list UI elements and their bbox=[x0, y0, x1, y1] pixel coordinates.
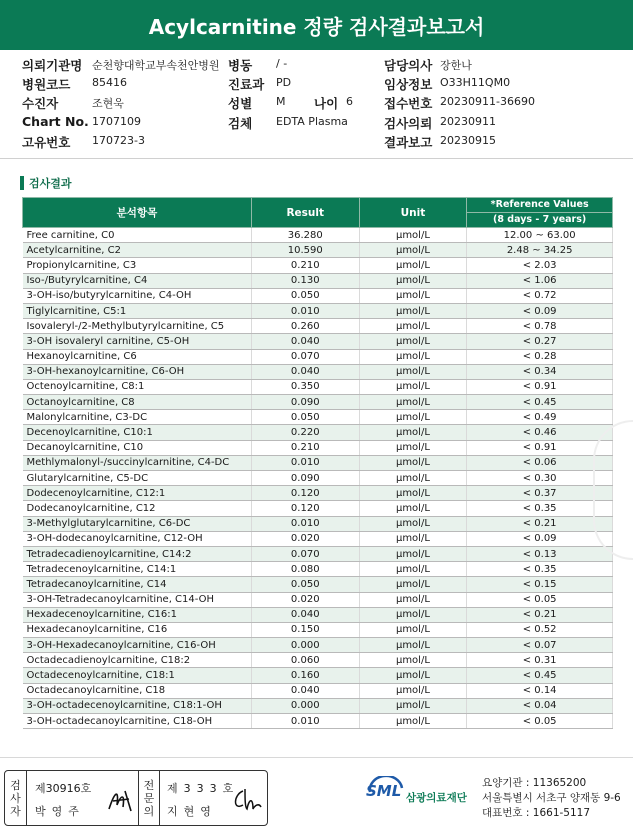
reference-range: < 0.72 bbox=[467, 288, 613, 303]
result-value: 0.160 bbox=[251, 668, 359, 683]
table-row bbox=[23, 455, 613, 470]
reference-range: < 0.14 bbox=[467, 683, 613, 698]
analyte-name: 3-OH-hexanoylcarnitine, C6-OH bbox=[23, 364, 252, 379]
table-row bbox=[23, 258, 613, 273]
unit-value: μmol/L bbox=[359, 607, 467, 622]
reference-range: < 0.78 bbox=[467, 319, 613, 334]
table-row bbox=[23, 622, 613, 637]
results-header-row bbox=[23, 198, 613, 228]
reference-range: < 0.45 bbox=[467, 668, 613, 683]
reference-range: < 0.35 bbox=[467, 562, 613, 577]
unit-value: μmol/L bbox=[359, 228, 467, 243]
result-value: 0.130 bbox=[251, 273, 359, 288]
unit-value: μmol/L bbox=[359, 273, 467, 288]
analyte-name: Octadecanoylcarnitine, C18 bbox=[23, 683, 252, 698]
analyte-name: 3-Methylglutarylcarnitine, C6-DC bbox=[23, 516, 252, 531]
reference-range: < 0.31 bbox=[467, 653, 613, 668]
examiner-license: 제30916호 bbox=[35, 782, 92, 795]
analyte-name: 3-OH-octadecanoylcarnitine, C18-OH bbox=[23, 714, 252, 729]
reference-range: < 0.07 bbox=[467, 638, 613, 653]
dept-value: PD bbox=[276, 76, 292, 89]
specialist-name: 지현영 bbox=[167, 805, 217, 818]
chart-no-label: Chart No. bbox=[22, 114, 89, 129]
table-row bbox=[23, 288, 613, 303]
result-value: 36.280 bbox=[251, 228, 359, 243]
reference-range: < 0.21 bbox=[467, 607, 613, 622]
table-row bbox=[23, 562, 613, 577]
request-date-value: 20230911 bbox=[440, 115, 496, 128]
table-row bbox=[23, 379, 613, 394]
analyte-name: Octadecenoylcarnitine, C18:1 bbox=[23, 668, 252, 683]
examiner-label bbox=[5, 771, 27, 825]
result-value: 0.020 bbox=[251, 531, 359, 546]
reference-range: < 2.03 bbox=[467, 258, 613, 273]
analyte-name: 3-OH-dodecanoylcarnitine, C12-OH bbox=[23, 531, 252, 546]
table-row bbox=[23, 273, 613, 288]
reference-range: < 0.21 bbox=[467, 516, 613, 531]
results-section-heading bbox=[20, 175, 72, 191]
table-row bbox=[23, 653, 613, 668]
clinical-value: O33H11QM0 bbox=[440, 76, 511, 89]
reference-range: 12.00 ~ 63.00 bbox=[467, 228, 613, 243]
hospital-value: 순천향대학교부속천안병원 bbox=[92, 59, 220, 72]
examiner-signature-icon bbox=[105, 785, 135, 815]
table-row bbox=[23, 364, 613, 379]
result-value: 0.040 bbox=[251, 683, 359, 698]
report-title: Acylcarnitine 정량 검사결과보고서 bbox=[148, 14, 485, 39]
unit-value: μmol/L bbox=[359, 546, 467, 561]
result-value: 0.050 bbox=[251, 288, 359, 303]
table-row bbox=[23, 577, 613, 592]
table-row bbox=[23, 243, 613, 258]
table-row bbox=[23, 607, 613, 622]
analyte-name: Octanoylcarnitine, C8 bbox=[23, 395, 252, 410]
reference-range: < 0.04 bbox=[467, 698, 613, 713]
examiner-label-char: 사 bbox=[10, 791, 21, 805]
table-row bbox=[23, 714, 613, 729]
result-value: 0.050 bbox=[251, 577, 359, 592]
subject-label: 수진자 bbox=[22, 96, 59, 111]
analyte-name: Tetradecadienoylcarnitine, C14:2 bbox=[23, 546, 252, 561]
signature-box bbox=[4, 770, 268, 826]
unique-no-value: 170723-3 bbox=[92, 134, 145, 147]
table-row bbox=[23, 683, 613, 698]
table-row bbox=[23, 425, 613, 440]
reference-range: < 0.13 bbox=[467, 546, 613, 561]
age-value: 6 bbox=[346, 95, 353, 108]
hospital-label: 의뢰기관명 bbox=[22, 58, 83, 73]
unit-value: μmol/L bbox=[359, 638, 467, 653]
reference-range: < 0.46 bbox=[467, 425, 613, 440]
analyte-name: Methlymalonyl-/succinylcarnitine, C4-DC bbox=[23, 455, 252, 470]
unit-value: μmol/L bbox=[359, 486, 467, 501]
analyte-name: Dodecanoylcarnitine, C12 bbox=[23, 501, 252, 516]
unit-value: μmol/L bbox=[359, 349, 467, 364]
table-row bbox=[23, 486, 613, 501]
table-row bbox=[23, 516, 613, 531]
clinical-label: 임상정보 bbox=[384, 77, 433, 92]
chart-no-value: 1707109 bbox=[92, 115, 141, 128]
unit-value: μmol/L bbox=[359, 303, 467, 318]
unit-value: μmol/L bbox=[359, 471, 467, 486]
header-divider bbox=[0, 158, 633, 159]
specimen-value: EDTA Plasma bbox=[276, 115, 348, 128]
ward-value: / - bbox=[276, 57, 288, 70]
table-row bbox=[23, 501, 613, 516]
result-date-value: 20230915 bbox=[440, 134, 496, 147]
analyte-name: 3-OH-Hexadecanoylcarnitine, C16-OH bbox=[23, 638, 252, 653]
unit-value: μmol/L bbox=[359, 243, 467, 258]
unit-value: μmol/L bbox=[359, 653, 467, 668]
reference-range: < 0.15 bbox=[467, 577, 613, 592]
analyte-name: 3-OH-iso/butyrylcarnitine, C4-OH bbox=[23, 288, 252, 303]
examiner-label-char: 자 bbox=[10, 804, 21, 818]
unit-value: μmol/L bbox=[359, 516, 467, 531]
result-value: 0.070 bbox=[251, 546, 359, 561]
reference-range: < 0.09 bbox=[467, 531, 613, 546]
result-value: 10.590 bbox=[251, 243, 359, 258]
specialist-signature-icon bbox=[229, 785, 263, 815]
result-value: 0.020 bbox=[251, 592, 359, 607]
unit-value: μmol/L bbox=[359, 683, 467, 698]
analyte-name: Iso-/Butyrylcarnitine, C4 bbox=[23, 273, 252, 288]
institution-info bbox=[482, 776, 621, 821]
analyte-name: 3-OH isovaleryl carnitine, C5-OH bbox=[23, 334, 252, 349]
analyte-name: Glutarylcarnitine, C5-DC bbox=[23, 471, 252, 486]
specialist-label-char: 문 bbox=[143, 791, 155, 805]
result-date-label: 결과보고 bbox=[384, 135, 433, 150]
analyte-name: Tetradecenoylcarnitine, C14:1 bbox=[23, 562, 252, 577]
result-value: 0.260 bbox=[251, 319, 359, 334]
analyte-name: 3-OH-Tetradecanoylcarnitine, C14-OH bbox=[23, 592, 252, 607]
result-value: 0.040 bbox=[251, 334, 359, 349]
sex-value: M bbox=[276, 95, 286, 108]
result-value: 0.040 bbox=[251, 607, 359, 622]
unit-value: μmol/L bbox=[359, 577, 467, 592]
sml-logo-name: 삼광의료재단 bbox=[406, 792, 467, 804]
table-row bbox=[23, 638, 613, 653]
doctor-label: 담당의사 bbox=[384, 58, 433, 73]
unit-value: μmol/L bbox=[359, 714, 467, 729]
result-value: 0.010 bbox=[251, 714, 359, 729]
table-row bbox=[23, 471, 613, 486]
header-unit: Unit bbox=[359, 198, 467, 228]
reference-range: < 0.52 bbox=[467, 622, 613, 637]
unit-value: μmol/L bbox=[359, 288, 467, 303]
result-value: 0.350 bbox=[251, 379, 359, 394]
header-reference bbox=[467, 198, 613, 228]
result-value: 0.120 bbox=[251, 486, 359, 501]
analyte-name: Hexanoylcarnitine, C6 bbox=[23, 349, 252, 364]
reference-range: < 0.35 bbox=[467, 501, 613, 516]
age-label: 나이 bbox=[314, 96, 339, 111]
unique-no-label: 고유번호 bbox=[22, 135, 71, 150]
watermark-shape bbox=[593, 420, 633, 560]
reference-range: < 0.28 bbox=[467, 349, 613, 364]
header-reference-age: (8 days - 7 years) bbox=[493, 214, 587, 225]
unit-value: μmol/L bbox=[359, 425, 467, 440]
result-value: 0.000 bbox=[251, 638, 359, 653]
table-row bbox=[23, 531, 613, 546]
result-value: 0.010 bbox=[251, 303, 359, 318]
unit-value: μmol/L bbox=[359, 501, 467, 516]
result-value: 0.010 bbox=[251, 516, 359, 531]
sex-label: 성별 bbox=[228, 96, 253, 111]
reference-range: 2.48 ~ 34.25 bbox=[467, 243, 613, 258]
results-body bbox=[23, 228, 613, 729]
section-marker bbox=[20, 176, 24, 190]
result-value: 0.220 bbox=[251, 425, 359, 440]
unit-value: μmol/L bbox=[359, 440, 467, 455]
unit-value: μmol/L bbox=[359, 258, 467, 273]
receipt-value: 20230911-36690 bbox=[440, 95, 535, 108]
hospital-code-label: 병원코드 bbox=[22, 77, 71, 92]
analyte-name: Hexadecenoylcarnitine, C16:1 bbox=[23, 607, 252, 622]
unit-value: μmol/L bbox=[359, 410, 467, 425]
table-row bbox=[23, 349, 613, 364]
result-value: 0.150 bbox=[251, 622, 359, 637]
unit-value: μmol/L bbox=[359, 531, 467, 546]
header-result: Result bbox=[251, 198, 359, 228]
table-row bbox=[23, 546, 613, 561]
analyte-name: Hexadecanoylcarnitine, C16 bbox=[23, 622, 252, 637]
analyte-name: Isovaleryl-/2-Methylbutyrylcarnitine, C5 bbox=[23, 319, 252, 334]
unit-value: μmol/L bbox=[359, 379, 467, 394]
patient-info-header bbox=[0, 52, 633, 162]
analyte-name: Octenoylcarnitine, C8:1 bbox=[23, 379, 252, 394]
specialist-license: 제333호 bbox=[167, 782, 240, 795]
result-value: 0.070 bbox=[251, 349, 359, 364]
report-title-bar bbox=[0, 0, 633, 50]
reference-range: < 0.91 bbox=[467, 379, 613, 394]
analyte-name: Propionylcarnitine, C3 bbox=[23, 258, 252, 273]
unit-value: μmol/L bbox=[359, 622, 467, 637]
table-row bbox=[23, 303, 613, 318]
result-value: 0.040 bbox=[251, 364, 359, 379]
table-row bbox=[23, 334, 613, 349]
analyte-name: Octadecadienoylcarnitine, C18:2 bbox=[23, 653, 252, 668]
analyte-name: Decanoylcarnitine, C10 bbox=[23, 440, 252, 455]
analyte-name: 3-OH-octadecenoylcarnitine, C18:1-OH bbox=[23, 698, 252, 713]
receipt-label: 접수번호 bbox=[384, 96, 433, 111]
subject-value: 조현욱 bbox=[92, 97, 124, 110]
header-item: 분석항목 bbox=[23, 198, 252, 228]
unit-value: μmol/L bbox=[359, 592, 467, 607]
reference-range: < 0.06 bbox=[467, 455, 613, 470]
specimen-label: 검체 bbox=[228, 116, 253, 131]
reference-range: < 0.27 bbox=[467, 334, 613, 349]
reference-range: < 0.34 bbox=[467, 364, 613, 379]
sml-logo bbox=[366, 776, 492, 816]
table-row bbox=[23, 395, 613, 410]
institution-phone: 대표번호 : 1661-5117 bbox=[482, 807, 591, 819]
unit-value: μmol/L bbox=[359, 668, 467, 683]
request-date-label: 검사의뢰 bbox=[384, 116, 433, 131]
table-row bbox=[23, 410, 613, 425]
ward-label: 병동 bbox=[228, 58, 253, 73]
result-value: 0.120 bbox=[251, 501, 359, 516]
unit-value: μmol/L bbox=[359, 334, 467, 349]
result-value: 0.000 bbox=[251, 698, 359, 713]
reference-range: < 0.09 bbox=[467, 303, 613, 318]
result-value: 0.210 bbox=[251, 258, 359, 273]
result-value: 0.090 bbox=[251, 471, 359, 486]
dept-label: 진료과 bbox=[228, 77, 265, 92]
reference-range: < 0.05 bbox=[467, 714, 613, 729]
footer-divider bbox=[0, 757, 633, 758]
result-value: 0.050 bbox=[251, 410, 359, 425]
hospital-code-value: 85416 bbox=[92, 76, 127, 89]
result-value: 0.080 bbox=[251, 562, 359, 577]
sml-logo-mark: SML bbox=[366, 782, 402, 800]
analyte-name: Acetylcarnitine, C2 bbox=[23, 243, 252, 258]
result-value: 0.060 bbox=[251, 653, 359, 668]
analyte-name: Tiglylcarnitine, C5:1 bbox=[23, 303, 252, 318]
institution-code: 요양기관 : 11365200 bbox=[482, 777, 587, 789]
examiner-label-char: 검 bbox=[10, 778, 21, 792]
reference-range: < 1.06 bbox=[467, 273, 613, 288]
doctor-value: 장한나 bbox=[440, 59, 472, 72]
specialist-label-char: 전 bbox=[143, 778, 155, 792]
analyte-name: Tetradecanoylcarnitine, C14 bbox=[23, 577, 252, 592]
reference-range: < 0.49 bbox=[467, 410, 613, 425]
result-value: 0.010 bbox=[251, 455, 359, 470]
header-reference-title: *Reference Values bbox=[467, 198, 612, 213]
table-row bbox=[23, 228, 613, 243]
examiner-name: 박영주 bbox=[35, 805, 85, 818]
unit-value: μmol/L bbox=[359, 319, 467, 334]
analyte-name: Dodecenoylcarnitine, C12:1 bbox=[23, 486, 252, 501]
reference-range: < 0.45 bbox=[467, 395, 613, 410]
reference-range: < 0.30 bbox=[467, 471, 613, 486]
table-row bbox=[23, 440, 613, 455]
unit-value: μmol/L bbox=[359, 562, 467, 577]
specialist-label bbox=[138, 771, 160, 825]
unit-value: μmol/L bbox=[359, 455, 467, 470]
reference-range: < 0.37 bbox=[467, 486, 613, 501]
reference-range: < 0.91 bbox=[467, 440, 613, 455]
table-row bbox=[23, 592, 613, 607]
analyte-name: Decenoylcarnitine, C10:1 bbox=[23, 425, 252, 440]
institution-address: 서울특별시 서초구 양재동 9-6 bbox=[482, 792, 621, 804]
analyte-name: Free carnitine, C0 bbox=[23, 228, 252, 243]
unit-value: μmol/L bbox=[359, 395, 467, 410]
table-row bbox=[23, 698, 613, 713]
unit-value: μmol/L bbox=[359, 698, 467, 713]
table-row bbox=[23, 668, 613, 683]
specialist-label-char: 의 bbox=[143, 804, 155, 818]
table-row bbox=[23, 319, 613, 334]
reference-range: < 0.05 bbox=[467, 592, 613, 607]
result-value: 0.090 bbox=[251, 395, 359, 410]
unit-value: μmol/L bbox=[359, 364, 467, 379]
analyte-name: Malonylcarnitine, C3-DC bbox=[23, 410, 252, 425]
results-section-title: 검사결과 bbox=[29, 177, 72, 190]
result-value: 0.210 bbox=[251, 440, 359, 455]
results-table bbox=[22, 197, 613, 729]
